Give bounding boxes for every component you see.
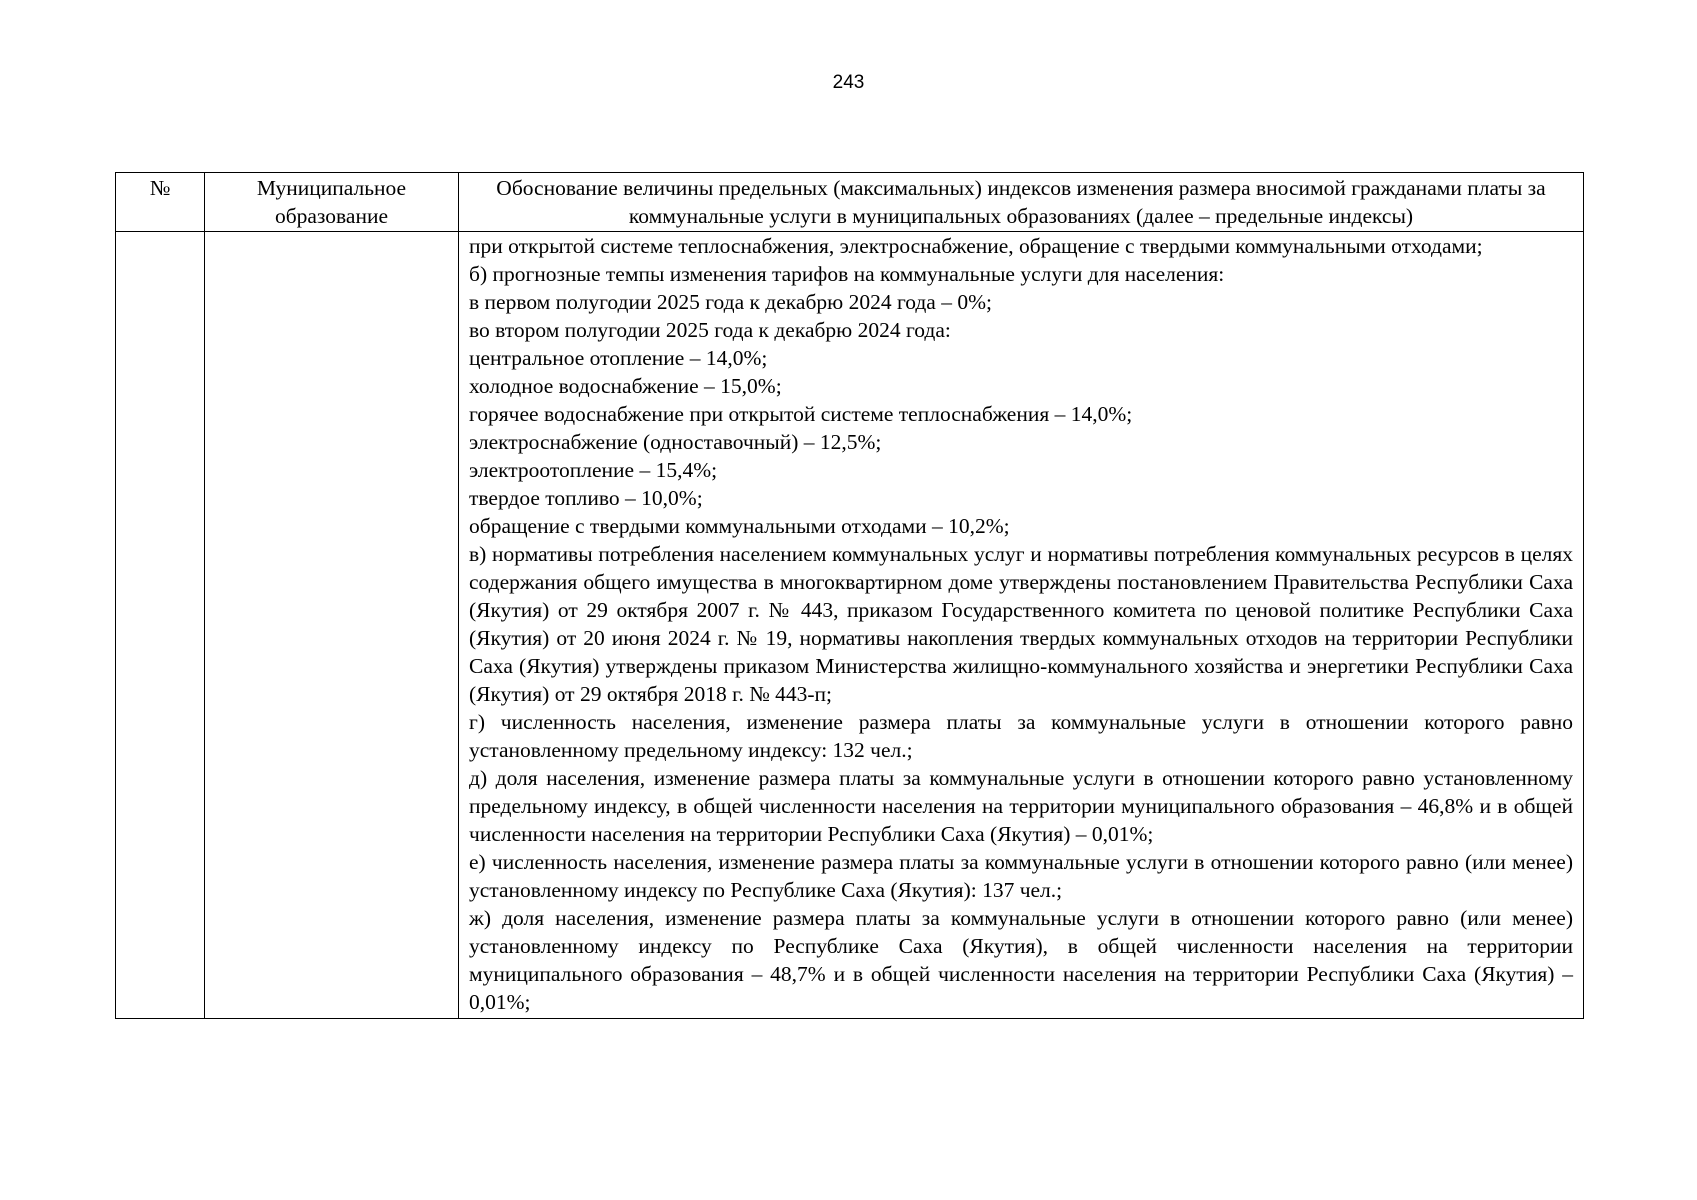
tariff-line: электроснабжение (одноставочный) – 12,5%; bbox=[469, 430, 882, 454]
header-justification: Обоснование величины предельных (максимальных) индексов изменения размера вносимой гражданами платы за коммунальные услуги в муниципальных образованиях (далее – предельные индексы) bbox=[459, 173, 1584, 232]
tariff-line: электроотопление – 15,4%; bbox=[469, 458, 718, 482]
paragraph-g: г) численность населения, изменение размера платы за коммунальные услуги в отношении которого равно установленному предельному индексу: 132 чел.; bbox=[469, 710, 1573, 762]
cell-justification bbox=[459, 232, 1584, 1019]
paragraph-continuation: при открытой системе теплоснабжения, электроснабжение, обращение с твердыми коммунальными отходами; bbox=[469, 234, 1483, 258]
table-header-row bbox=[116, 173, 1584, 232]
paragraph-d: д) доля населения, изменение размера платы за коммунальные услуги в отношении которого равно установленному предельному индексу, в общей численности населения на территории муниципального образования – 46,8% и в общей численности населения на территории Республики Саха (Якутия) – 0,01%; bbox=[469, 766, 1573, 846]
tariff-line: горячее водоснабжение при открытой системе теплоснабжения – 14,0%; bbox=[469, 402, 1133, 426]
header-number: № bbox=[116, 173, 205, 232]
tariff-line: во втором полугодии 2025 года к декабрю 2024 года: bbox=[469, 318, 951, 342]
table-row bbox=[116, 232, 1584, 1019]
paragraph-zh: ж) доля населения, изменение размера платы за коммунальные услуги в отношении которого равно (или менее) установленному индексу по Республике Саха (Якутия), в общей численности населения на территории муниципального образования – 48,7% и в общей численности населения на территории Республики Саха (Якутия) – 0,01%; bbox=[469, 906, 1573, 1014]
page-number: 243 bbox=[832, 72, 865, 93]
cell-municipality bbox=[205, 232, 459, 1019]
tariff-line: твердое топливо – 10,0%; bbox=[469, 486, 703, 510]
tariff-line: обращение с твердыми коммунальными отходами – 10,2%; bbox=[469, 514, 1010, 538]
tariff-line: центральное отопление – 14,0%; bbox=[469, 346, 768, 370]
cell-number bbox=[116, 232, 205, 1019]
paragraph-v: в) нормативы потребления населением коммунальных услуг и нормативы потребления коммунальных ресурсов в целях содержания общего имущества в многоквартирном доме утверждены постановлением Правительства Республики Саха (Якутия) от 29 октября 2007 г. № 443, приказом Государственного комитета по ценовой политике Республики Саха (Якутия) от 20 июня 2024 г. № 19, нормативы накопления твердых коммунальных отходов на территории Республики Саха (Якутия) утверждены приказом Министерства жилищно-коммунального хозяйства и энергетики Республики Саха (Якутия) от 29 октября 2018 г. № 443-п; bbox=[469, 542, 1573, 706]
paragraph-e: е) численность населения, изменение размера платы за коммунальные услуги в отношении которого равно (или менее) установленному индексу по Республике Саха (Якутия): 137 чел.; bbox=[469, 850, 1573, 902]
tariff-line: в первом полугодии 2025 года к декабрю 2024 года – 0%; bbox=[469, 290, 992, 314]
tariff-index-table bbox=[115, 172, 1584, 1019]
paragraph-b-title: б) прогнозные темпы изменения тарифов на коммунальные услуги для населения: bbox=[469, 262, 1225, 286]
header-municipality: Муниципальное образование bbox=[205, 173, 459, 232]
tariff-line: холодное водоснабжение – 15,0%; bbox=[469, 374, 782, 398]
